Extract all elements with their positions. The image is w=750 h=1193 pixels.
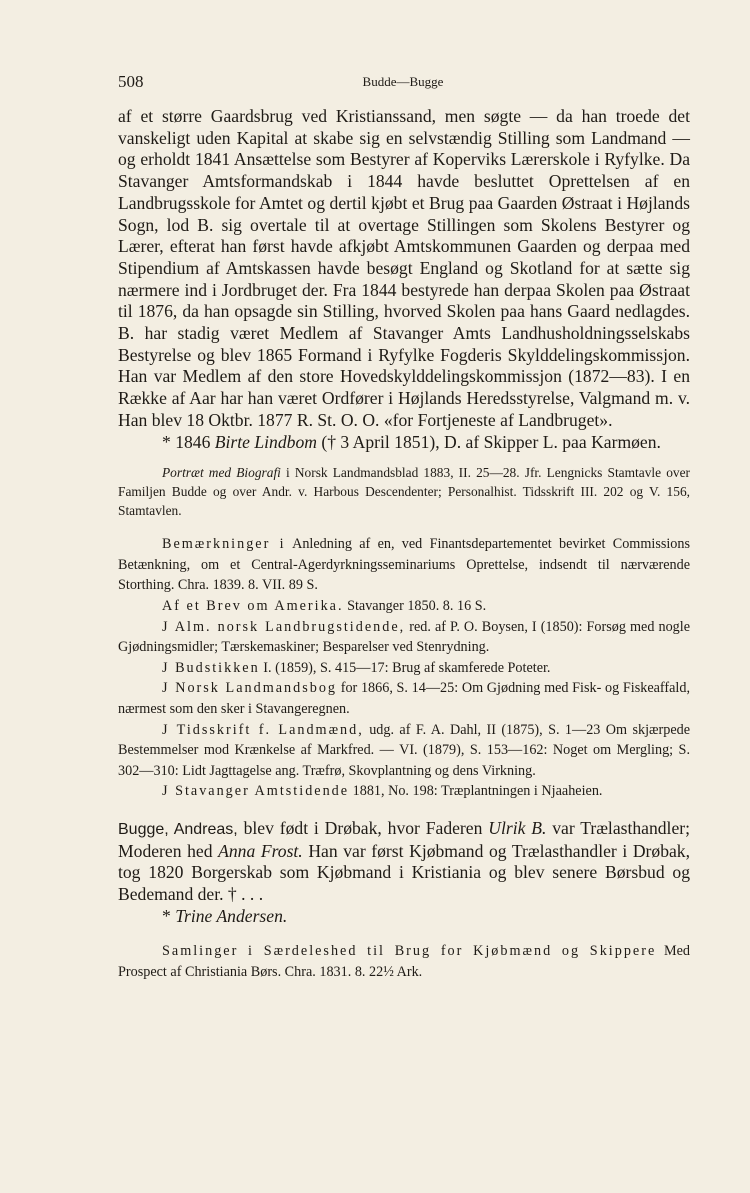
budde-works-list xyxy=(118,534,690,802)
work-item xyxy=(118,596,690,617)
sources-rest: i Norsk Landmandsblad 1883, II. 25—28. Jfr. Lengnicks Stamtavle over Familjen Budde og over Andr. v. Harbous Descendenter; Personalhist. Tidsskrift III. 202 og V. 156, Stamtavlen. xyxy=(118,465,690,519)
work-item xyxy=(118,658,690,679)
work-item xyxy=(118,781,690,802)
budde-marriage xyxy=(118,432,690,454)
bugge-text-1: blev født i Drøbak, hvor Faderen xyxy=(243,817,483,838)
bugge-name: Bugge, Andreas, xyxy=(118,820,238,838)
bugge-spouse-line xyxy=(118,906,690,928)
work-item xyxy=(118,678,690,719)
work-lead: Af et Brev om Amerika. xyxy=(162,598,344,615)
work-item xyxy=(118,720,690,782)
marriage-spouse: Birte Lindbom xyxy=(214,431,317,452)
work-lead: Samlinger i Særdeleshed til Brug for Kjøbmænd og Skippere xyxy=(162,943,657,960)
work-text: Anledning af en, ved Finantsdepartementet bevirket Commissions Betænkning, om et Central-Agerdyrkningsseminariums Oprettelse, indsendt til nærværende Storthing. Chra. 1839. 8. VII. 89 S. xyxy=(118,536,691,594)
page-body xyxy=(118,106,690,983)
bugge-spouse: Trine Andersen. xyxy=(175,905,288,926)
bugge-entry xyxy=(118,818,690,983)
page-header xyxy=(118,72,688,96)
work-text: udg. af F. A. Dahl, II (1875), S. 1—23 Om skjærpede Bestemmelser mod Krænkelse af Markfred. — VI. (1879), S. 153—162: Noget om Mergling; S. 302—310: Lidt Jagttagelse ang. Træfrø, Skovplantning og dens Virkning. xyxy=(118,721,691,779)
work-lead: J Budstikken xyxy=(162,659,260,676)
work-text: Stavanger 1850. 8. 16 S. xyxy=(347,598,487,615)
bugge-text-2: var Trælasthandler; Moderen hed xyxy=(118,817,691,861)
work-lead: J Alm. norsk Landbrugstidende, xyxy=(162,618,406,635)
work-item xyxy=(118,941,690,982)
running-title: Budde—Bugge xyxy=(362,74,444,89)
work-text: Med Prospect af Christiania Børs. Chra. 1831. 8. 22½ Ark. xyxy=(118,943,690,981)
bugge-biography xyxy=(118,818,690,906)
work-item xyxy=(118,534,690,596)
work-lead: J Tidsskrift f. Landmænd, xyxy=(162,721,364,738)
bugge-spouse-star: * xyxy=(162,905,171,926)
budde-biography: af et større Gaardsbrug ved Kristianssand, men søgte — da han troede det vanskeligt uden Kapital at skabe sig en selvstændig Stilling som Landmand — og erholdt 1841 Ansættelse som Bestyrer af Koperviks Lærerskole i Ryfylke. Da Stavanger Amtsformandskab i 1844 havde besluttet Oprettelsen af en Landbrugsskole for Amtet og dertil kjøbt et Brug paa Gaarden Østraat i Højlands Sogn, lod B. sig overtale til at overtage Stillingen som Skolens Bestyrer og Lærer, efterat han først havde afkjøbt Amtskommunen Gaarden og derpaa med Stipendium af Amtskassen havde besøgt England og Skotland for at sætte sig nærmere ind i Jordbruget der. Fra 1844 bestyrede han derpaa Skolen paa Østraat til 1876, da han opsagde sin Stilling, hvorved Skolen paa hans Gaard nedlagdes. B. har stadig været Medlem af Stavanger Amts Landhusholdningsselskabs Bestyrelse og blev 1865 Formand i Ryfylke Fogderis Skylddelingskommissjon. Han var Medlem af den store Hovedskylddelingskommissjon (1872—83). I en Række af Aar har han været Ordfører i Højlands Heredsstyrelse, Valgmand m. v. Han blev 18 Oktbr. 1877 R. St. O. O. «for Fortjeneste af Landbruget». xyxy=(118,106,690,430)
page-number: 508 xyxy=(118,72,144,91)
work-lead: J Stavanger Amtstidende xyxy=(162,783,350,800)
bugge-works-list xyxy=(118,941,690,982)
marriage-rest: († 3 April 1851), D. af Skipper L. paa Karmøen. xyxy=(321,431,661,452)
work-lead: J Norsk Landmandsbog xyxy=(162,680,338,697)
work-text: for 1866, S. 14—25: Om Gjødning med Fisk- og Fiskeaffald, nærmest som den sker i Stavangeregnen. xyxy=(118,680,690,717)
work-text: red. af P. O. Boysen, I (1850): Forsøg med nogle Gjødningsmidler; Tærskemaskiner; Besparelser ved Stenrydning. xyxy=(118,618,690,656)
marriage-star: * 1846 xyxy=(162,431,211,452)
sources-italic: Portræt med Biografi xyxy=(162,465,281,481)
work-text: 1881, No. 198: Træplantningen i Njaaheien. xyxy=(352,783,603,800)
work-item xyxy=(118,617,690,658)
budde-sources xyxy=(118,463,690,520)
work-text: I. (1859), S. 415—17: Brug af skamferede Poteter. xyxy=(263,659,551,676)
bugge-text-3: Han var først Kjøbmand og Trælasthandler i Drøbak, tog 1820 Borgerskab som Kjøbmand i Kristiania og blev senere Børsbud og Bedemand der. † . . . xyxy=(118,840,690,905)
work-lead: Bemærkninger i xyxy=(162,536,286,553)
bugge-father: Ulrik B. xyxy=(488,817,547,838)
bugge-mother: Anna Frost. xyxy=(218,840,303,861)
